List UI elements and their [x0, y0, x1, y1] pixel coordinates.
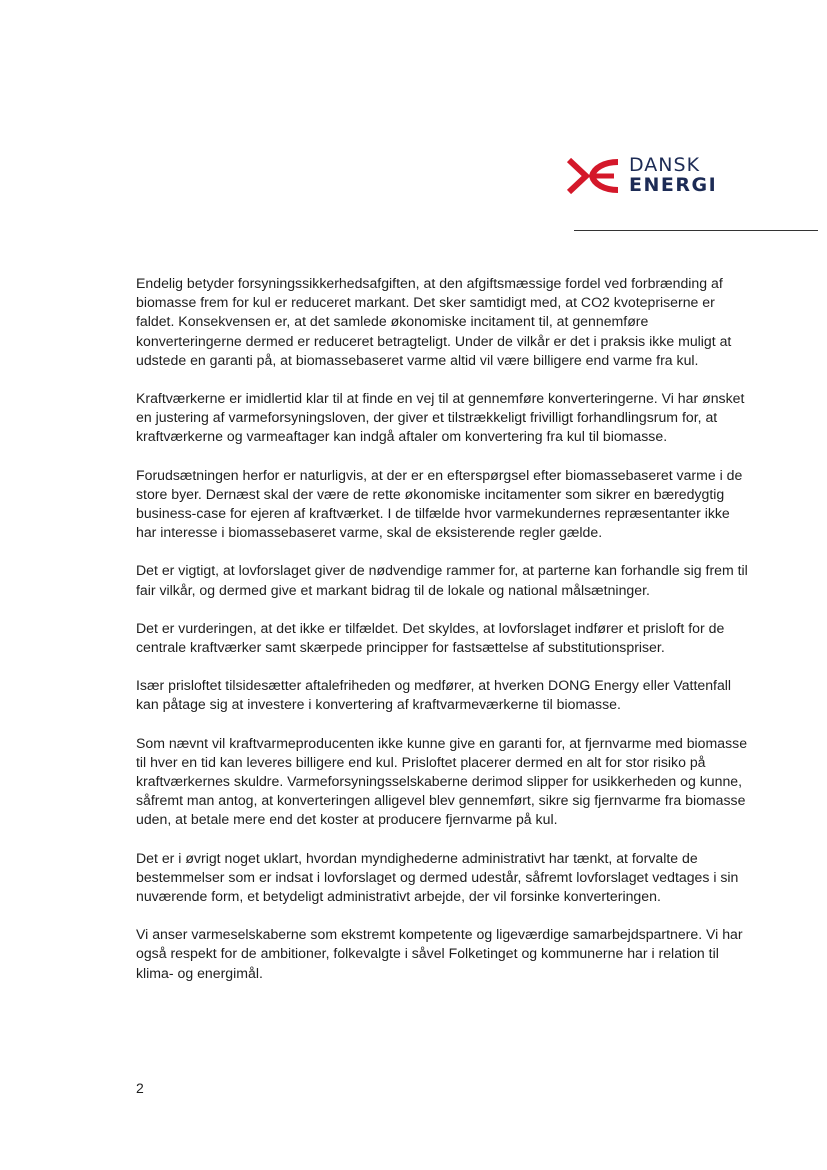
paragraph: Det er vigtigt, at lovforslaget giver de nødvendige rammer for, at parterne kan forhandle sig frem til fair vilkår, og dermed give et markant bidrag til de lokale og national målsætninger. [136, 562, 748, 598]
paragraph: Det er vurderingen, at det ikke er tilfældet. Det skyldes, at lovforslaget indfører et prisloft for de centrale kraftværker samt skærpede principper for fastsættelse af substitutionspriser. [136, 619, 725, 656]
logo-text [629, 155, 717, 195]
logo-line-1: DANSK [629, 154, 701, 176]
paragraph: Endelig betyder forsyningssikkerhedsafgiften, at den afgiftsmæssige fordel ved forbrænding af biomasse frem for kul er reduceret markant. Det sker samtidigt med, at CO2 kvotepriserne er faldet. Konsekvensen er, at det samlede økonomiske incitament til, at gennemføre konverteringerne dermed er reduceret betragteligt. Under de vilkår er det i praksis ikke muligt at udstede en garanti på, at biomassebaseret varme altid vil være billigere end varme fra kul. [136, 275, 732, 368]
letter-body [136, 274, 748, 1002]
paragraph: Vi anser varmeselskaberne som ekstremt kompetente og ligeværdige samarbejdspartnere. Vi har også respekt for de ambitioner, folkevalgte i såvel Folketinget og kommunerne har i relation til klima- og energimål. [136, 926, 743, 981]
paragraph: Kraftværkerne er imidlertid klar til at finde en vej til at gennemføre konverteringerne. Vi har ønsket en justering af varmeforsyningsloven, der giver et tilstrækkeligt frivilligt forhandlingsrum for, at kraftværkerne og varmeaftager kan indgå aftaler om konvertering fra kul til biomasse. [136, 390, 745, 445]
dansk-energi-mark-icon [566, 157, 622, 195]
paragraph: Det er i øvrigt noget uklart, hvordan myndighederne administrativt har tænkt, at forvalte de bestemmelser som er indsat i lovforslaget og dermed udestår, såfremt lovforslaget vedtages i sin nuværende form, et betydeligt administrativt arbejde, der vil forsinke konverteringen. [136, 849, 739, 905]
logo-line-2: ENERGI [629, 174, 718, 196]
dansk-energi-logo [566, 155, 716, 199]
paragraph: Som nævnt vil kraftvarmeproducenten ikke kunne give en garanti for, at fjernvarme med biomasse til hver en tid kan leveres billigere end kul. Prisloftet placerer dermed en alt for stor risiko på kraftværkernes skuldre. Varmeforsyningsselskaberne derimod slipper for usikkerheden og kunne, såfremt man antog, at konverteringen alligevel blev gennemført, sikre sig fjernvarme fra biomasse uden, at betale mere end det koster at producere fjernvarme på kul. [136, 734, 748, 828]
paragraph: Især prisloftet tilsidesætter aftalefriheden og medfører, at hverken DONG Energy eller Vattenfall kan påtage sig at investere i konvertering af kraftvarmeværkerne til biomasse. [136, 677, 732, 713]
paragraph: Forudsætningen herfor er naturligvis, at der er en efterspørgsel efter biomassebaseret varme i de store byer. Dernæst skal der være de rette økonomiske incitamenter som sikrer en bæredygtig business-case for ejeren af kraftværket. I de tilfælde hvor varmekundernes repræsentanter ikke har interesse i biomassebaseret varme, skal de eksisterende regler gælde. [136, 466, 743, 541]
header-rule [574, 230, 818, 231]
page-number: 2 [136, 1080, 144, 1096]
